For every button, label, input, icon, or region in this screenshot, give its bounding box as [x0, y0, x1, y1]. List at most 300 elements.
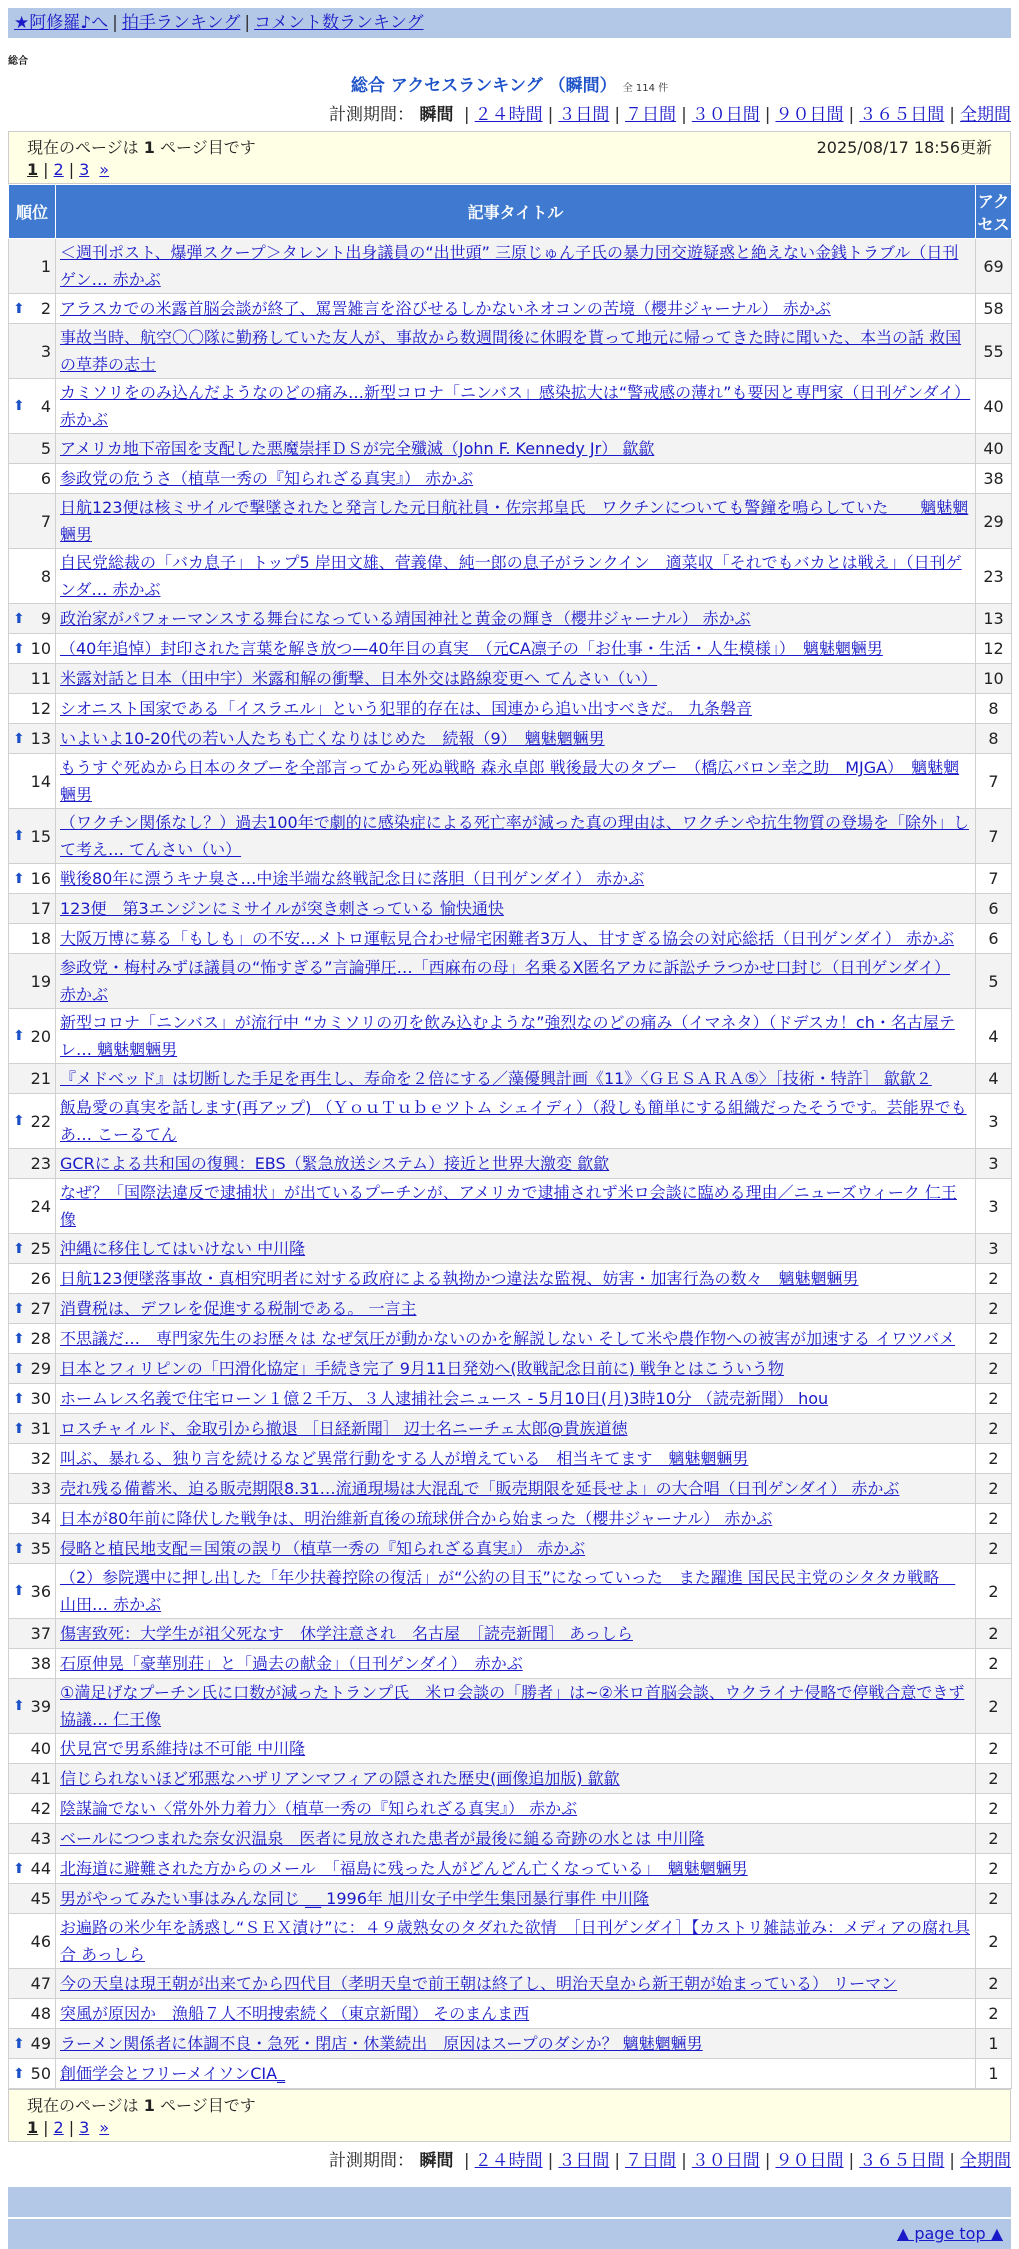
period-option-link[interactable]: ３０日間	[691, 2151, 760, 2171]
title-cell	[56, 1564, 976, 1619]
page-next-link[interactable]: »	[99, 2118, 110, 2137]
table-row	[9, 924, 1012, 954]
rank-up-arrow-icon: ⬆	[13, 730, 25, 747]
period-option-link[interactable]: ３６５日間	[859, 2151, 945, 2171]
article-title-link[interactable]: 石原伸晃「豪華別荘」と「過去の献金」（日刊ゲンダイ） 赤かぶ	[60, 1654, 523, 1673]
rank-cell	[9, 1854, 56, 1884]
rank-number: 35	[30, 1539, 51, 1558]
period-separator: |	[764, 2151, 771, 2171]
table-row	[9, 1734, 1012, 1764]
article-title-link[interactable]: ①満足げなプーチン氏に口数が減ったトランプ氏 米ロ会談の「勝者」は~②米ロ首脳会談、ウクライナ侵略で停戦合意できず協議… 仁王像	[60, 1683, 965, 1729]
table-row	[9, 1444, 1012, 1474]
table-row	[9, 1414, 1012, 1444]
rank-up-arrow-icon: ⬆	[13, 300, 25, 317]
article-title-link[interactable]: 政治家がパフォーマンスする舞台になっている靖国神社と黄金の輝き（櫻井ジャーナル） 赤かぶ	[60, 609, 751, 628]
title-cell	[56, 1999, 976, 2029]
title-cell	[56, 1149, 976, 1179]
table-row	[9, 1384, 1012, 1414]
article-title-link[interactable]: ロスチャイルド、金取引から撤退 ［日経新聞］ 辺士名ニーチェ太郎@貴族道徳	[60, 1419, 628, 1438]
table-row	[9, 379, 1012, 434]
title-cell	[56, 954, 976, 1009]
access-count: 2	[976, 1414, 1012, 1444]
rank-number: 25	[30, 1239, 51, 1258]
rank-number: 18	[30, 929, 51, 948]
period-separator: |	[949, 105, 955, 125]
access-count: 2	[976, 1534, 1012, 1564]
rank-up-arrow-icon: ⬆	[13, 398, 25, 414]
access-count: 2	[976, 1999, 1012, 2029]
rank-cell	[9, 1969, 56, 1999]
article-title-link[interactable]: （ワクチン関係なし？）過去100年で劇的に感染症による死亡率が減った真の理由は、ワクチンや抗生物質の登場を「除外」して考え… てんさい（い）	[60, 813, 969, 859]
rank-number: 21	[30, 1069, 51, 1088]
title-cell	[56, 1649, 976, 1679]
page-status-bottom: 現在のページは 1 ページ目です	[27, 2096, 256, 2115]
rank-number: 27	[30, 1299, 51, 1318]
article-title-link[interactable]: 参政党の危うさ（植草一秀の『知られざる真実』） 赤かぶ	[60, 469, 474, 488]
period-option-link[interactable]: 全期間	[960, 2151, 1011, 2171]
period-current: 瞬間	[419, 2151, 454, 2171]
access-count: 1	[976, 2059, 1012, 2089]
access-count: 12	[976, 634, 1012, 664]
period-option-link[interactable]: ３日間	[558, 105, 610, 125]
title-cell	[56, 724, 976, 754]
article-title-link[interactable]: 突風が原因か 漁船７人不明捜索続く（東京新聞） そのまんま西	[60, 2004, 530, 2023]
rank-cell	[9, 2029, 56, 2059]
table-row	[9, 239, 1012, 294]
rank-cell	[9, 1734, 56, 1764]
table-row	[9, 1474, 1012, 1504]
nav-link-asyura[interactable]: ★阿修羅♪へ	[14, 13, 109, 33]
article-title-link[interactable]: 売れ残る備蓄米、迫る販売期限8.31…流通現場は大混乱で「販売期限を延長せよ」の大合唱（日刊ゲンダイ） 赤かぶ	[60, 1479, 900, 1498]
table-row	[9, 2059, 1012, 2089]
rank-number: 5	[40, 439, 51, 458]
access-count: 8	[976, 724, 1012, 754]
period-separator: |	[547, 2151, 554, 2171]
table-row	[9, 1969, 1012, 1999]
access-count: 4	[976, 1064, 1012, 1094]
rank-number: 26	[30, 1269, 51, 1288]
page-link-3[interactable]: 3	[79, 160, 90, 179]
footer-bar-pagetop	[8, 2219, 1011, 2249]
title-cell	[56, 2059, 976, 2089]
title-cell	[56, 464, 976, 494]
rank-cell	[9, 634, 56, 664]
period-separator: |	[949, 2151, 955, 2171]
table-row	[9, 754, 1012, 809]
title-cell	[56, 1414, 976, 1444]
article-title-link[interactable]: 傷害致死：大学生が祖父死なす 休学注意され 名古屋 ［読売新聞］ あっしら	[60, 1624, 633, 1643]
access-count: 2	[976, 1384, 1012, 1414]
rank-cell	[9, 1794, 56, 1824]
article-title-link[interactable]: アラスカでの米露首脳会談が終了、罵詈雑言を浴びせるしかないネオコンの苦境（櫻井ジャーナル） 赤かぶ	[60, 299, 831, 318]
table-row	[9, 2029, 1012, 2059]
title-cell	[56, 1294, 976, 1324]
period-separator: |	[614, 105, 621, 125]
table-row	[9, 1064, 1012, 1094]
title-cell	[56, 634, 976, 664]
article-title-link[interactable]: 日本とフィリピンの「円滑化協定」手続き完了 9月11日発効へ(敗戦記念日前に) 戦争とはこういう物	[60, 1359, 784, 1378]
rank-up-arrow-icon: ⬆	[13, 2065, 25, 2082]
access-count: 55	[976, 324, 1012, 379]
period-option-link[interactable]: ３６５日間	[859, 105, 945, 125]
access-count: 23	[976, 549, 1012, 604]
access-count: 4	[976, 1009, 1012, 1064]
rank-number: 30	[30, 1389, 51, 1408]
access-count: 7	[976, 809, 1012, 864]
period-option-link[interactable]: ７日間	[625, 105, 677, 125]
rank-number: 15	[30, 826, 51, 846]
access-count: 8	[976, 694, 1012, 724]
access-count: 38	[976, 464, 1012, 494]
access-count: 29	[976, 494, 1012, 549]
header-title: 記事タイトル	[56, 185, 976, 239]
rank-cell	[9, 494, 56, 549]
access-count: 13	[976, 604, 1012, 634]
period-option-link[interactable]: ９０日間	[775, 2151, 844, 2171]
title-cell	[56, 1969, 976, 1999]
rank-up-arrow-icon: ⬆	[13, 1360, 25, 1377]
article-title-link[interactable]: 参政党・梅村みずほ議員の“怖すぎる”言論弾圧…「西麻布の母」名乗るX匿名アカに訴訟チラつかせ口封じ（日刊ゲンダイ） 赤かぶ	[60, 958, 951, 1004]
table-row	[9, 1234, 1012, 1264]
page-next-link[interactable]: »	[99, 160, 110, 179]
table-row	[9, 954, 1012, 1009]
access-count: 2	[976, 1824, 1012, 1854]
rank-cell	[9, 924, 56, 954]
ranking-title: 総合 アクセスランキング （瞬間）	[350, 76, 617, 96]
rank-number: 40	[30, 1739, 51, 1758]
page-links-bottom: 1 | 2 | 3 »	[27, 2118, 110, 2137]
table-row	[9, 1504, 1012, 1534]
header-rank: 順位	[9, 185, 56, 239]
page-link-3[interactable]: 3	[79, 2118, 90, 2137]
rank-cell	[9, 1414, 56, 1444]
rank-cell	[9, 239, 56, 294]
article-title-link[interactable]: ホームレス名義で住宅ローン１億２千万、３人逮捕社会ニュース - 5月10日(月)3時10分 （読売新聞） hou	[60, 1389, 829, 1408]
rank-up-arrow-icon: ⬆	[13, 1860, 25, 1877]
rank-cell	[9, 1264, 56, 1294]
table-row	[9, 1914, 1012, 1969]
access-count: 3	[976, 1094, 1012, 1149]
period-separator: |	[681, 105, 687, 125]
access-count: 6	[976, 894, 1012, 924]
article-title-link[interactable]: 陰謀論でない〈常外外力着力〉（植草一秀の『知られざる真実』） 赤かぶ	[60, 1799, 578, 1818]
rank-cell	[9, 1619, 56, 1649]
updated-timestamp: 2025/08/17 18:56更新	[816, 138, 992, 157]
period-option-link[interactable]: ３０日間	[691, 105, 760, 125]
article-title-link[interactable]: 戦後80年に漂うキナ臭さ…中途半端な終戦記念日に落胆（日刊ゲンダイ） 赤かぶ	[60, 869, 645, 888]
table-row	[9, 1294, 1012, 1324]
table-row	[9, 1619, 1012, 1649]
header-access: アクセス	[976, 185, 1012, 239]
period-separator: |	[848, 2151, 855, 2171]
article-title-link[interactable]: 『メドベッド』は切断した手足を再生し、寿命を２倍にする／藻優興計画《11》〈ＧＥＳＡＲＡ⑤〉［技術・特許］ 歙歙２	[60, 1069, 932, 1088]
access-count: 1	[976, 2029, 1012, 2059]
table-row	[9, 464, 1012, 494]
rank-number: 28	[30, 1329, 51, 1348]
period-current: 瞬間	[419, 105, 454, 125]
rank-number: 42	[30, 1799, 51, 1818]
rank-number: 4	[40, 396, 51, 416]
title-cell	[56, 1324, 976, 1354]
rank-up-arrow-icon: ⬆	[13, 1113, 25, 1129]
title-cell	[56, 1794, 976, 1824]
access-count: 2	[976, 1619, 1012, 1649]
rank-up-arrow-icon: ⬆	[13, 1240, 25, 1257]
article-title-link[interactable]: 米露対話と日本（田中宇）米露和解の衝撃、日本外交は路線変更へ てんさい（い）	[60, 669, 658, 688]
rank-cell	[9, 664, 56, 694]
table-row	[9, 1149, 1012, 1179]
rank-cell	[9, 1294, 56, 1324]
rank-number: 22	[30, 1111, 51, 1131]
title-cell	[56, 1619, 976, 1649]
access-count: 2	[976, 1264, 1012, 1294]
title-cell	[56, 294, 976, 324]
rank-number: 45	[30, 1889, 51, 1908]
article-title-link[interactable]: GCRによる共和国の復興：EBS（緊急放送システム）接近と世界大激変 歙歙	[60, 1154, 610, 1173]
table-row	[9, 494, 1012, 549]
article-title-link[interactable]: シオニスト国家である「イスラエル」という犯罪的存在は、国連から追い出すべきだ。 九条磐音	[60, 699, 752, 718]
access-count: 2	[976, 1294, 1012, 1324]
article-title-link[interactable]: 侵略と植民地支配＝国策の誤り（植草一秀の『知られざる真実』） 赤かぶ	[60, 1539, 586, 1558]
rank-cell	[9, 1094, 56, 1149]
article-title-link[interactable]: 自民党総裁の「バカ息子」トップ5 岸田文雄、菅義偉、純一郎の息子がランクイン 適菜収「それでもバカとは戦え」（日刊ゲンダ… 赤かぶ	[60, 553, 962, 599]
title-cell	[56, 1534, 976, 1564]
page-top-link[interactable]: ▲ page top ▲	[896, 2224, 1003, 2243]
rank-up-arrow-icon: ⬆	[13, 1698, 25, 1714]
period-option-link[interactable]: ９０日間	[775, 105, 844, 125]
nav-link-clap-ranking[interactable]: 拍手ランキング	[121, 13, 241, 33]
article-title-link[interactable]: 男がやってみたい事はみんな同じ __ 1996年 旭川女子中学生集団暴行事件 中川隆	[60, 1889, 650, 1908]
rank-number: 32	[30, 1449, 51, 1468]
title-cell	[56, 549, 976, 604]
title-cell	[56, 1679, 976, 1734]
rank-cell	[9, 1179, 56, 1234]
access-count: 69	[976, 239, 1012, 294]
rank-cell	[9, 464, 56, 494]
table-row	[9, 1094, 1012, 1149]
table-row	[9, 1649, 1012, 1679]
period-separator: |	[614, 2151, 621, 2171]
rank-cell	[9, 1324, 56, 1354]
rank-up-arrow-icon: ⬆	[13, 1540, 25, 1557]
article-title-link[interactable]: カミソリをのみ込んだようなのどの痛み…新型コロナ「ニンバス」感染拡大は“警戒感の薄れ”も要因と専門家（日刊ゲンダイ） 赤かぶ	[60, 383, 971, 429]
period-option-link[interactable]: ７日間	[625, 2151, 677, 2171]
section-tag: 総合	[8, 56, 28, 67]
access-count: 2	[976, 1504, 1012, 1534]
rank-cell	[9, 864, 56, 894]
rank-number: 20	[30, 1026, 51, 1046]
page-current: 1	[27, 2118, 39, 2137]
title-cell	[56, 1734, 976, 1764]
rank-cell	[9, 1474, 56, 1504]
period-separator: |	[463, 2151, 470, 2171]
table-row	[9, 1884, 1012, 1914]
period-option-link[interactable]: ３日間	[558, 2151, 610, 2171]
rank-up-arrow-icon: ⬆	[13, 1300, 25, 1317]
title-cell	[56, 1914, 976, 1969]
article-title-link[interactable]: 新型コロナ「ニンバス」が流行中 “カミソリの刃を飲み込むような”強烈なのどの痛み（イマネタ）（ドデスカ！ch・名古屋テレ… 魑魅魍魎男	[60, 1013, 955, 1059]
top-nav-bar	[8, 8, 1011, 38]
article-title-link[interactable]: ＜週刊ポスト、爆弾スクープ＞タレント出身議員の“出世頭” 三原じゅん子氏の暴力団交遊疑惑と絶えない金銭トラブル（日刊ゲン… 赤かぶ	[60, 243, 959, 289]
article-title-link[interactable]: 伏見宮で男系維持は不可能 中川隆	[60, 1739, 306, 1758]
title-cell	[56, 1179, 976, 1234]
table-row	[9, 294, 1012, 324]
rank-up-arrow-icon: ⬆	[13, 1028, 25, 1044]
period-separator: |	[848, 105, 855, 125]
access-count: 40	[976, 379, 1012, 434]
rank-number: 10	[30, 639, 51, 658]
footer-bar	[8, 2187, 1011, 2217]
rank-number: 19	[30, 971, 51, 991]
article-title-link[interactable]: 不思議だ… 専門家先生のお歴々は なぜ気圧が動かないのかを解説しない そして米や農作物への被害が加速する イワツバメ	[60, 1329, 955, 1348]
title-cell	[56, 754, 976, 809]
rank-cell	[9, 294, 56, 324]
title-cell	[56, 1474, 976, 1504]
article-title-link[interactable]: 創価学会とフリーメイソンCIA_	[60, 2064, 286, 2083]
rank-up-arrow-icon: ⬆	[13, 610, 25, 627]
access-count: 2	[976, 1324, 1012, 1354]
table-row	[9, 1264, 1012, 1294]
title-cell	[56, 1854, 976, 1884]
rank-number: 24	[30, 1196, 51, 1216]
access-count: 2	[976, 1649, 1012, 1679]
period-selector-top	[8, 100, 1011, 125]
article-title-link[interactable]: 大阪万博に募る「もしも」の不安…メトロ運転見合わせ帰宅困難者3万人、甘すぎる協会の対応総括（日刊ゲンダイ） 赤かぶ	[60, 929, 954, 948]
rank-cell	[9, 2059, 56, 2089]
table-row	[9, 864, 1012, 894]
access-count: 2	[976, 1969, 1012, 1999]
title-cell	[56, 864, 976, 894]
table-row	[9, 634, 1012, 664]
rank-cell	[9, 434, 56, 464]
article-title-link[interactable]: ラーメン関係者に体調不良・急死・閉店・休業続出 原因はスープのダシか？ 魑魅魍魎男	[60, 2034, 703, 2053]
article-title-link[interactable]: アメリカ地下帝国を支配した悪魔崇拝ＤＳが完全殲滅（John F. Kennedy Jr） 歙歙	[60, 439, 655, 458]
title-cell	[56, 924, 976, 954]
rank-up-arrow-icon: ⬆	[13, 1583, 25, 1599]
rank-number: 2	[40, 299, 51, 318]
article-title-link[interactable]: いよいよ10-20代の若い人たちも亡くなりはじめた 続報（9） 魑魅魍魎男	[60, 729, 605, 748]
period-option-link[interactable]: 全期間	[960, 105, 1011, 125]
table-row	[9, 809, 1012, 864]
pager-top	[8, 131, 1011, 184]
article-title-link[interactable]: 今の天皇は現王朝が出来てから四代目（孝明天皇で前王朝は終了し、明治天皇から新王朝が始まっている） リーマン	[60, 1974, 898, 1993]
article-title-link[interactable]: 北海道に避難された方からのメール 「福島に残った人がどんどん亡くなっている」 魑魅魍魎男	[60, 1859, 748, 1878]
access-count: 2	[976, 1794, 1012, 1824]
article-title-link[interactable]: 日航123便は核ミサイルで撃墜されたと発言した元日航社員・佐宗邦皇氏 ワクチンについても警鐘を鳴らしていた 魑魅魍魎男	[60, 498, 969, 544]
rank-up-arrow-icon: ⬆	[13, 1390, 25, 1407]
rank-cell	[9, 1884, 56, 1914]
rank-number: 38	[30, 1654, 51, 1673]
rank-number: 43	[30, 1829, 51, 1848]
article-title-link[interactable]: 日本が80年前に降伏した戦争は、明治維新直後の琉球併合から始まった（櫻井ジャーナル） 赤かぶ	[60, 1509, 773, 1528]
article-title-link[interactable]: 日航123便墜落事故・真相究明者に対する政府による執拗かつ違法な監視、妨害・加害行為の数々 魑魅魍魎男	[60, 1269, 859, 1288]
rank-cell	[9, 549, 56, 604]
rank-number: 8	[40, 566, 51, 586]
page-link-2[interactable]: 2	[53, 2118, 64, 2137]
rank-up-arrow-icon: ⬆	[13, 640, 25, 657]
period-options	[459, 2151, 1011, 2171]
access-count: 3	[976, 1234, 1012, 1264]
rank-number: 36	[30, 1581, 51, 1601]
title-cell	[56, 239, 976, 294]
article-title-link[interactable]: 叫ぶ、暴れる、独り言を続けるなど異常行動をする人が増えている 相当キてます 魑魅魍魎男	[60, 1449, 749, 1468]
rank-cell	[9, 894, 56, 924]
period-options	[459, 105, 1011, 125]
article-title-link[interactable]: なぜ？「国際法違反で逮捕状」が出ているプーチンが、アメリカで逮捕されず米ロ会談に臨める理由／ニューズウィーク 仁王像	[60, 1183, 957, 1229]
article-title-link[interactable]: 信じられないほど邪悪なハザリアンマフィアの隠された歴史(画像追加版) 歙歙	[60, 1769, 620, 1788]
access-count: 40	[976, 434, 1012, 464]
table-row	[9, 1324, 1012, 1354]
rank-number: 44	[30, 1859, 51, 1878]
article-title-link[interactable]: （2）参院選中に押し出した「年少扶養控除の復活」が“公約の目玉”になっていった また躍進 国民民主党のシタタカ戦略 山田… 赤かぶ	[60, 1568, 956, 1614]
rank-number: 3	[40, 341, 51, 361]
rank-number: 17	[30, 899, 51, 918]
rank-cell	[9, 604, 56, 634]
title-cell	[56, 1384, 976, 1414]
access-count: 10	[976, 664, 1012, 694]
table-row	[9, 664, 1012, 694]
rank-up-arrow-icon: ⬆	[13, 1330, 25, 1347]
period-option-link[interactable]: ２４時間	[474, 105, 543, 125]
rank-cell	[9, 954, 56, 1009]
table-row	[9, 1794, 1012, 1824]
table-row	[9, 549, 1012, 604]
rank-cell	[9, 694, 56, 724]
rank-number: 37	[30, 1624, 51, 1643]
title-cell	[56, 1094, 976, 1149]
article-title-link[interactable]: （40年追悼）封印された言葉を解き放つ—40年目の真実 （元CA凛子の「お仕事・生活・人生模様」） 魑魅魍魎男	[60, 639, 883, 658]
title-cell	[56, 1234, 976, 1264]
article-title-link[interactable]: 123便 第3エンジンにミサイルが突き刺さっている 愉快通快	[60, 899, 504, 918]
rank-cell	[9, 1234, 56, 1264]
rank-up-arrow-icon: ⬆	[13, 1420, 25, 1437]
access-count: 2	[976, 1884, 1012, 1914]
article-title-link[interactable]: 飯島愛の真実を話します(再アップ) （ＹｏｕＴｕｂｅツトム シェイディ）（殺しも簡単にする組織だったそうです。芸能界でもあ… こーるてん	[60, 1098, 967, 1144]
title-cell	[56, 1009, 976, 1064]
rank-number: 46	[30, 1931, 51, 1951]
page-link-2[interactable]: 2	[53, 160, 64, 179]
article-title-link[interactable]: ベールにつつまれた奈女沢温泉 医者に見放された患者が最後に縋る奇跡の水とは 中川隆	[60, 1829, 705, 1848]
rank-cell	[9, 1564, 56, 1619]
article-title-link[interactable]: 沖縄に移住してはいけない 中川隆	[60, 1239, 306, 1258]
title-cell	[56, 809, 976, 864]
rank-number: 50	[30, 2064, 51, 2083]
access-count: 2	[976, 1444, 1012, 1474]
access-count: 2	[976, 1564, 1012, 1619]
access-count: 2	[976, 1679, 1012, 1734]
period-option-link[interactable]: ２４時間	[474, 2151, 543, 2171]
access-count: 3	[976, 1179, 1012, 1234]
rank-number: 39	[30, 1696, 51, 1716]
article-title-link[interactable]: 事故当時、航空〇〇隊に勤務していた友人が、事故から数週間後に休暇を貰って地元に帰ってきた時に聞いた、本当の話 救国の草莽の志士	[60, 328, 962, 374]
table-row	[9, 1179, 1012, 1234]
title-cell	[56, 1824, 976, 1854]
article-title-link[interactable]: もうすぐ死ぬから日本のタブーを全部言ってから死ぬ戦略 森永卓郎 戦後最大のタブー （橋広バロン幸之助 MJGA） 魑魅魍魎男	[60, 758, 960, 804]
title-cell	[56, 894, 976, 924]
rank-cell	[9, 809, 56, 864]
ranking-title-block	[0, 71, 1019, 96]
rank-number: 14	[30, 771, 51, 791]
title-cell	[56, 1504, 976, 1534]
nav-link-comment-ranking[interactable]: コメント数ランキング	[254, 13, 424, 33]
access-count: 2	[976, 1474, 1012, 1504]
page-status: 現在のページは 1 ページ目です	[27, 138, 256, 157]
title-cell	[56, 604, 976, 634]
article-title-link[interactable]: 消費税は、デフレを促進する税制である。 一言主	[60, 1299, 417, 1318]
title-cell	[56, 1264, 976, 1294]
table-row	[9, 1679, 1012, 1734]
article-title-link[interactable]: お遍路の米少年を誘惑し“ＳＥＸ漬け”に：４９歳熟女のタダれた欲情 ［日刊ゲンダイ］【カストリ雑誌並み：メディアの腐れ具合 あっしら	[60, 1918, 971, 1964]
